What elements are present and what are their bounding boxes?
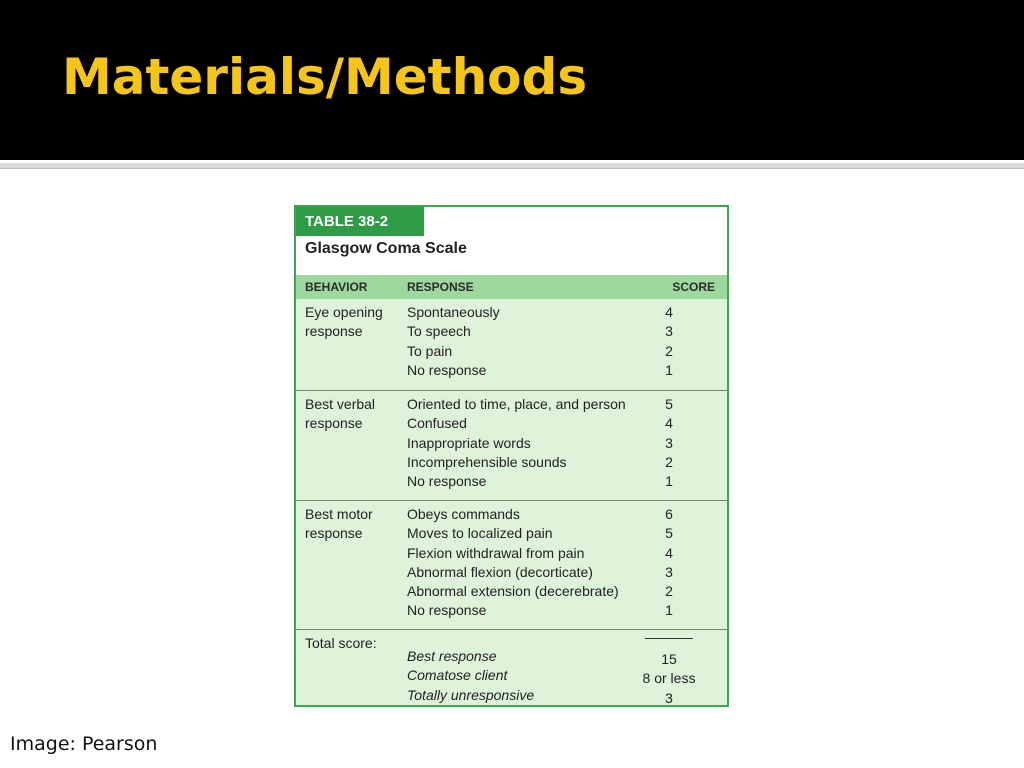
group-eye-opening: [296, 299, 727, 391]
score-item: 2: [665, 453, 673, 470]
score-item: 4: [665, 415, 673, 432]
response-item: Abnormal flexion (decorticate): [407, 563, 593, 580]
score-item: 15: [661, 651, 677, 667]
group-best-verbal: [296, 391, 727, 501]
response-item: Inappropriate words: [407, 434, 531, 451]
response-item: Confused: [407, 415, 467, 432]
slide-title: Materials/Methods: [62, 48, 588, 106]
score-list: [639, 303, 699, 380]
response-list: [407, 303, 657, 380]
score-list: [639, 395, 699, 491]
score-item: 4: [665, 304, 673, 320]
score-item: 1: [665, 602, 673, 619]
response-item: To pain: [407, 342, 453, 359]
score-item: 3: [665, 689, 673, 706]
score-item: 8 or less: [642, 670, 696, 687]
response-item: Best response: [407, 648, 497, 664]
response-item: To speech: [407, 323, 471, 340]
response-item: No response: [407, 361, 487, 378]
response-item: No response: [407, 602, 487, 619]
header-score: SCORE: [672, 280, 715, 294]
total-score-label: Total score:: [305, 635, 377, 651]
score-item: 3: [665, 323, 673, 340]
table-body: [296, 299, 727, 705]
title-bar: [0, 0, 1024, 160]
response-item: Totally unresponsive: [407, 686, 535, 703]
response-item: No response: [407, 473, 487, 490]
response-item: Oriented to time, place, and person: [407, 396, 626, 412]
score-item: 6: [665, 506, 673, 522]
behavior-label: Eye opening response: [305, 304, 383, 340]
group-best-motor: [296, 501, 727, 630]
score-item: 1: [665, 361, 673, 378]
score-item: 5: [665, 525, 673, 542]
score-item: 1: [665, 473, 673, 490]
group-total-score: [296, 630, 727, 705]
response-item: Obeys commands: [407, 506, 520, 522]
table-caption: Glasgow Coma Scale: [305, 240, 467, 257]
response-item: Flexion withdrawal from pain: [407, 544, 585, 561]
score-item: 2: [665, 583, 673, 600]
behavior-label: Best verbal response: [305, 396, 376, 432]
header-response: RESPONSE: [407, 280, 474, 294]
score-item: 5: [665, 396, 673, 412]
response-item: Comatose client: [407, 667, 508, 684]
score-item: 2: [665, 342, 673, 359]
score-item: 3: [665, 434, 673, 451]
score-item: 3: [665, 563, 673, 580]
behavior-label: Best motor response: [305, 506, 373, 542]
response-list: [407, 505, 657, 621]
response-item: Abnormal extension (decerebrate): [407, 583, 619, 600]
table-number-label: TABLE 38-2: [296, 207, 424, 236]
response-list: [407, 647, 657, 705]
score-item: 4: [665, 544, 673, 561]
score-list: [639, 505, 699, 621]
image-credit: Image: Pearson: [10, 733, 158, 755]
table-header-row: [296, 275, 727, 299]
header-behavior: BEHAVIOR: [305, 280, 368, 294]
response-list: [407, 395, 657, 491]
score-list: [639, 630, 699, 708]
response-item: Spontaneously: [407, 304, 500, 320]
title-divider: [0, 163, 1024, 169]
glasgow-coma-scale-table: [294, 205, 729, 707]
response-item: Incomprehensible sounds: [407, 453, 567, 470]
sum-rule-line: [645, 638, 693, 650]
response-item: Moves to localized pain: [407, 525, 553, 542]
